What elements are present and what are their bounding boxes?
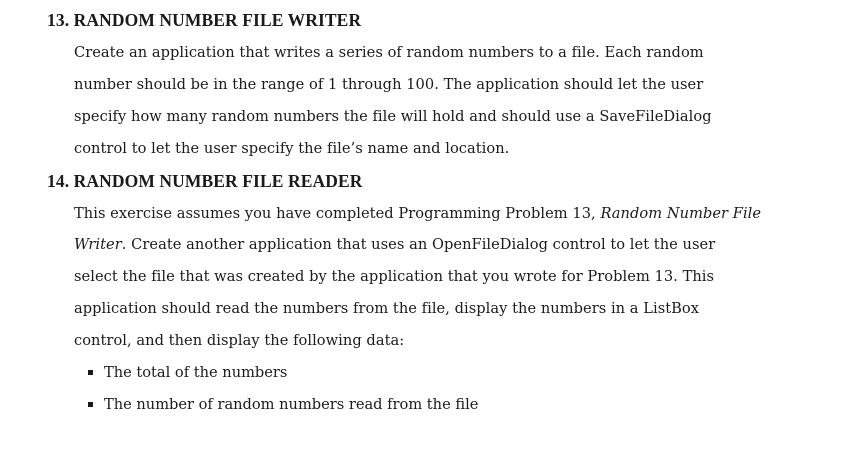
bullet-item-count	[88, 395, 478, 415]
problem-13-line-2: number should be in the range of 1 through 100. The application should let the user	[74, 76, 704, 93]
bullet-item-text: The total of the numbers	[104, 364, 288, 381]
bullet-icon	[88, 402, 93, 407]
problem-13-line-1: Create an application that writes a series of random numbers to a file. Each random	[74, 44, 704, 61]
problem-13-heading: 13. RANDOM NUMBER FILE WRITER	[47, 10, 362, 30]
problem-14-title-italic-part-1: Random Number File	[600, 205, 762, 222]
bullet-item-total	[88, 363, 287, 383]
problem-14-line-2-text: . Create another application that uses an OpenFileDialog control to let the user	[121, 236, 716, 253]
bullet-icon	[88, 370, 93, 375]
problem-14-line-1-text: This exercise assumes you have completed Programming Problem 13,	[74, 205, 601, 222]
problem-14-title-italic-part-2: Writer	[74, 236, 122, 253]
problem-14-line-1	[74, 204, 761, 224]
problem-13-line-3: specify how many random numbers the file will hold and should use a SaveFileDialog	[74, 108, 712, 125]
problem-14-line-3: select the file that was created by the application that you wrote for Problem 13. This	[74, 268, 715, 285]
problem-14-line-4: application should read the numbers from the file, display the numbers in a ListBox	[74, 300, 700, 317]
problem-14-heading: 14. RANDOM NUMBER FILE READER	[47, 171, 363, 191]
bullet-item-text: The number of random numbers read from the file	[104, 396, 479, 413]
problem-14-line-5: control, and then display the following data:	[74, 332, 405, 349]
problem-13-line-4: control to let the user specify the file’s name and location.	[74, 140, 510, 157]
problem-14-line-2	[74, 235, 715, 255]
